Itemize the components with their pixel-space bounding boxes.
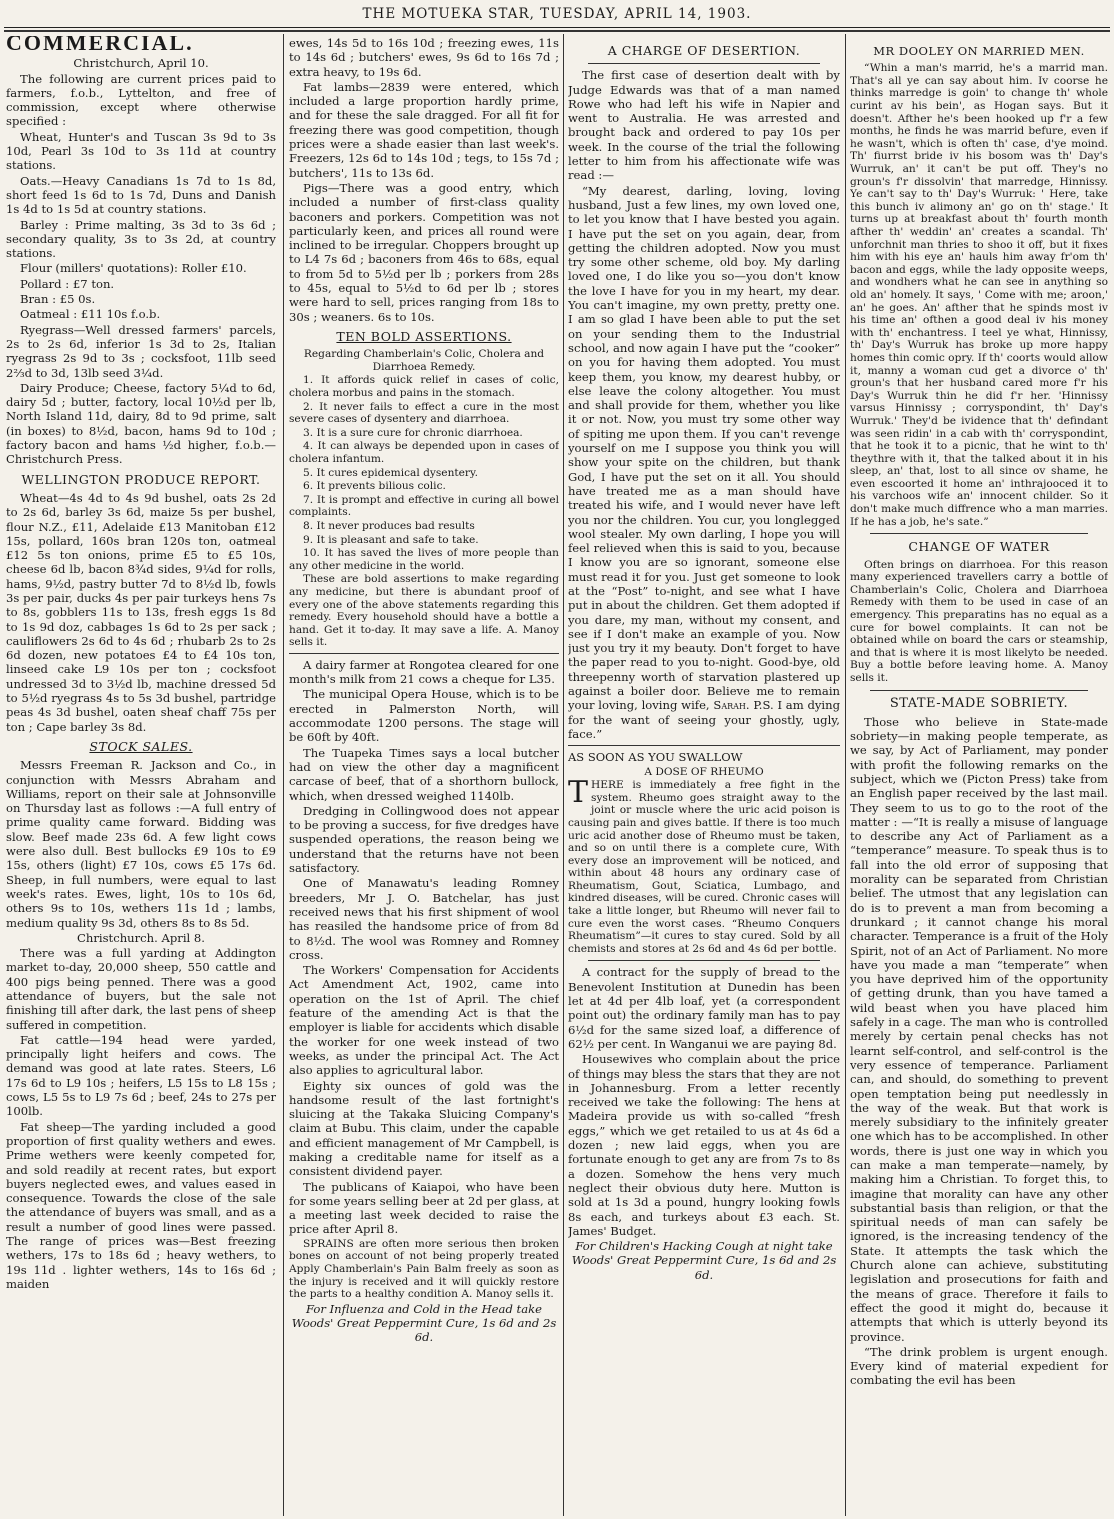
commercial-dateline: Christchurch, April 10. [73,56,209,71]
commercial-paragraph: Oats.—Heavy Canadians 1s 7d to 1s 8d, short feed 1s 6d to 1s 7d, Duns and Danish 1s 4d to 1s 5d at country stations. [6,173,276,217]
assertion-item: 10. It has saved the lives of more people than any other medicine in the world. [289,547,559,572]
column-divider [845,34,846,1516]
letter-postscript: P.S. I am dying for the want of seeing your ghostly, ugly, face.” [568,698,840,741]
column-divider [283,34,284,1516]
commercial-heading: COMMERCIAL. [6,36,194,55]
commercial-paragraph: Oatmeal : £11 10s f.o.b. [20,307,161,322]
stock-paragraph: Fat lambs—2839 were entered, which included a large proportion hardly prime, and for these the sale dragged. For all fit for freezing there was good competition, though prices were a shade easier than last week's. Freezers, 12s 6d to 14s 10d ; tegs, to 15s 7d ; butchers', 11s to 13s 6d. [289,79,559,180]
assertion-item: 4. It can always be depended upon in cases of cholera infantum. [289,440,559,465]
stock-paragraph: There was a full yarding at Addington market to-day, 20,000 sheep, 550 cattle and 400 pigs being penned. There was a good attendance of buyers, but the sale not finishing till after dark, the last pens of sheep suffered in competition. [6,946,276,1032]
masthead: THE MOTUEKA STAR, TUESDAY, APRIL 14, 1903. [362,6,752,22]
influenza-ad: For Influenza and Cold in the Head take Woods' Great Peppermint Cure, 1s 6d and 2s 6d. [291,1301,557,1345]
sobriety-paragraph: Those who believe in State-made sobriety—in making people temperate, as we say, by Act of Parliament, may ponder with profit the following remarks on the subject, which we (Picton Press) take from an English paper received by the last mail. They seem to us to go to the root of the matter : —“It is really a misuse of language to describe any Act of Parliament as a “temperance” measure. To speak thus is to fall into the old error of supposing that morality can be separated from Christian belief. The utmost that any legislation can do is to prevent a man from becoming a drunkard ; it cannot change his moral character. Temperance is a fruit of the Holy Spirit, not of an Act of Parliament. No more have you made a man “temperate” when you have deprived him of the opportunity of getting drunk, than you have tamed a wild beast when you have placed him safely in a cage. The man who is controlled merely by certain penal checks has not learnt self-control, and self-control is the very essence of temperance. Parliament can, and should, do something to prevent open temptation being put needlessly in the way of the weak. But that work is merely subsidiary to the infinitely greater one which has to be accomplished. In other words, there is just one way in which you can make a man temperate—namely, by making him a Christian. To forget this, to imagine that morality can have any other substantial basis than religion, or that the spiritual needs of man can safely be ignored, is the increasing tendency of the State. It attempts the task which the Church alone can achieve, substituting legislation and prosecutions for faith and the means of grace. Therefore it fails to effect the good it might do, because it attempts that which is utterly beyond its province. [850,714,1108,1344]
water-text: Often brings on diarrhoea. For this reason many experienced travellers carry a bottle of Chamberlain's Colic, Cholera and Diarrhoea Remedy with them to be used in case of an emergency. This preparatins has no equal as a cure for bowel complaints. It can not be obtained while on board the cars or steamship, and that is where it is most likelyto be needed. Buy a bottle before leaving home. A. Manoy sells it. [850,558,1108,684]
assertion-item: 1. It affords quick relief in cases of colic, cholera morbus and pains in the stomach. [289,374,559,400]
section-divider [870,533,1088,534]
assertion-item: 6. It prevents bilious colic. [303,480,446,493]
letter-signature: Sarah. [713,698,750,713]
dooley-text: “Whin a man's marrid, he's a marrid man. That's all ye can say about him. Iv coorse he thinks marredge is goin' to change th' whole curint av his bein', as Hogan says. But it doesn't. Afther he's been hooked up f'r a few months, he finds he was marrid befure, even if he wasn't, which is often th' case, d'ye moind. Th' fiurrst bride iv his bosom was th' Day's Wurruk, an' it can't be put off. They's no groun's f'r dissolvin' that marredge, Hinnissy. Ye can't say to th' Day's Wurruk: ' Here, take this bunch iv alimony an' go on th' stage.' It turns up at breakfast about th' fourth month afther th' weddin' an' creates a scandal. Th' unforchnit man thries to shoo it off, but it fixes him with his eye an' hauls him away fr'om th' bacon and eggs, while the lady opposite weeps, and wondhers what he can see in anything so old an' homely. It says, ' Come with me; aroon,' an' he goes. An' afther that he spinds most iv his time an' ofthen a good deal iv his money with th' enchantress. I teel ye what, Hinnissy, th' Day's Wurruk has broke up more happy homes thin comic opry. If th' coorts would allow it, manny a woman cud get a divorce o' th' groun's that her husband cared more f'r his Day's Wurruk thin he did f'r her. 'Hinnissy varsus Hinnissy ; corryspondint, th' Day's Wurruk.' They'd be ividence that th' defindant was seen ridin' in a cab with th' corryspondint, that he took it to a picnic, that he wint to th' theythre with it, that the talked about it in his sleep, an' that, lost to all since ov shame, he even escoorted it home an' inthrajooced it to his varchoos wife an' innocent childer. So it don't make much diffrence who a man marries. If he has a job, he's sate.” [850,62,1108,528]
assertion-closing: These are bold assertions to make regarding any medicine, but there is abundant proof of every one of the above statements regarding this remedy. Every household should have a bottle a hand. Get it to-day. It may save a life. A. Manoy sells it. [289,573,559,649]
assertion-item: 7. It is prompt and effective in curing all bowel complaints. [289,493,559,519]
commercial-paragraph: Bran : £5 0s. [20,292,96,307]
news-item: A dairy farmer at Rongotea cleared for one month's milk from 21 cows a cheque for L35. [289,657,559,687]
news-item: The Tuapeka Times says a local butcher had on view the other day a magnificent carcase of beef, that of a shorthorn bullock, which, when dressed weighed 1140lb. [289,745,559,803]
sprains-ad: SPRAINS are often more serious then broken bones on account of not being properly treated Apply Chamberlain's Pain Balm freely as soon as the injury is received and it will quickly restore the parts to a healthy condition A. Manoy sells it. [289,1237,559,1301]
column-4 [850,36,1108,1516]
desertion-paragraph: The first case of desertion dealt with by Judge Edwards was that of a man named Rowe who had left his wife in Napier and went to Australia. He was arrested and brought back and ordered to pay 10s per week. In the course of the trial the following letter to him from his affectionate wife was read :— [568,68,840,183]
news-item: Eighty six ounces of gold was the handsome result of the last fortnight's sluicing at the Takaka Sluicing Company's claim at Bubu. This claim, under the capable and efficient management of Mr Campbell, is making a creditable name for itself as a consistent dividend payer. [289,1078,559,1179]
section-divider [870,690,1088,691]
rheumo-heading: AS SOON AS YOU SWALLOW [568,750,743,765]
water-heading: CHANGE OF WATER [908,539,1050,555]
stock-continued: ewes, 14s 5d to 16s 10d ; freezing ewes, 11s to 14s 6d ; butchers' ewes, 9s 6d to 16s 7d ; extra heavy, to 19s 6d. [289,36,559,79]
news-item: The municipal Opera House, which is to be erected in Palmerston North, will accommodate 1200 persons. The stage will be 60ft by 40ft. [289,687,559,745]
section-divider [568,745,840,746]
commercial-paragraph: Barley : Prime malting, 3s 3d to 3s 6d ; secondary quality, 3s to 3s 2d, at country stations. [6,217,276,261]
column-divider [563,34,564,1516]
assertion-item: 9. It is pleasant and safe to take. [303,533,479,546]
stock-paragraph: Pigs—There was a good entry, which included a number of first-class quality baconers and porkers. Competition was not particularly keen, and prices all round were inclined to be irregular. Choppers brought up to L4 7s 6d ; baconers from 46s to 68s, equal to from 5d to 5½d per lb ; porkers from 28s to 45s, equal to 5½d to 6d per lb ; stores were hard to sell, prices ranging from 18s to 30s ; weaners. 6s to 10s. [289,180,559,324]
column-3 [568,36,840,1516]
ten-assertions-heading: TEN BOLD ASSERTIONS. [336,328,512,344]
desertion-letter [568,184,840,742]
assertion-item: 5. It cures epidemical dysentery. [303,466,478,479]
assertion-item: 3. It is a sure cure for chronic diarrhoea. [303,426,523,439]
stock-dateline: Christchurch. April 8. [77,930,205,945]
commercial-paragraph: Ryegrass—Well dressed farmers' parcels, 2s to 2s 6d, inferior 1s 3d to 2s, Italian ryegrass 2s 9d to 3s ; cocksfoot, 11lb seed 2⅔d to 3d, 13lb seed 3¼d. [6,322,276,380]
rheumo-subheading: A DOSE OF RHEUMO [644,765,764,778]
bread-paragraph: Housewives who complain about the price of things may bless the stars that they are not in Johannesburg. From a letter recently received we take the following: The hens at Madeira provide us with so-called “fresh eggs,” which we get retailed to us at 4s 6d a dozen ; new laid eggs, when you are fortunate enough to get any are from 7s to 8s a dozen. Somehow the hens very much neglect their obvious duty here. Mutton is sold at 1s 3d a pound, hungry looking fowls 8s each, and turkeys about £3 each. St. James' Budget. [568,1052,840,1238]
column-1 [6,36,276,1516]
wellington-text: Wheat—4s 4d to 4s 9d bushel, oats 2s 2d to 2s 6d, barley 3s 6d, maize 5s per bushel, flour N.Z., £11, Adelaide £13 Manitoban £12 15s, pollard, 160s bran 120s ton, oatmeal £12 5s ton onions, prime £5 to £5 10s, cheese 6d lb, bacon 8¾d sides, 9¼d for rolls, hams, 9½d, pastry butter 7d to 8½d lb, fowls 3s per pair, ducks 4s per pair turkeys hens 7s to 8s, gobblers 11s to 13s, fresh eggs 1s 8d to 1s 9d doz, cabbages 1s 6d to 2s per sack ; cauliflowers 2s 6d to 4s 6d ; rhubarb 2s to 2s 6d dozen, new potatoes £4 to £4 10s ton, linseed cake L9 10s per ton ; cocksfoot undressed 3d to 3½d lb, machine dressed 5d to 5½d ryegrass 4s to 5s 3d bushel, partridge peas 4s 3d bushel, oaten sheaf chaff 75s per ton ; Cape barley 3s 8d. [6,490,276,734]
rheumo-text: HERE is immediately a free fight in the system. Rheumo goes straight away to the joint or muscle where the uric acid poison is causing pain and gives battle. If there is too much uric acid another dose of Rheumo must be taken, and so on until there is a complete cure, With every dose an improvement will be noticed, and within about 48 hours any ordinary case of Rheumatism, Gout, Sciatica, Lumbago, and kindred diseases, will be cured. Chronic cases will take a little longer, but Rheumo will never fail to cure even the worst cases. “Rheumo Conquers Rheumatism”—it cures to stay cured. Sold by all chemists and stores at 2s 6d and 4s 6d per bottle. [568,779,840,955]
commercial-paragraph: Dairy Produce; Cheese, factory 5¼d to 6d, dairy 5d ; butter, factory, local 10½d per lb, North Island 11d, dairy, 8d to 9d prime, salt (in boxes) to 8½d, bacon, hams 9d to 10d ; factory bacon and hams ½d higher, f.o.b.—Christchurch Press. [6,380,276,467]
bread-paragraph: A contract for the supply of bread to the Benevolent Institution at Dunedin has been let at 4d per 4lb loaf, yet (a correspondent point out) the ordinary family man has to pay 6½d for the same sized loaf, a difference of 62½ per cent. In Wanganui we are paying 8d. [568,965,840,1051]
stock-paragraph: Fat cattle—194 head were yarded, principally light heifers and cows. The demand was good at late rates. Steers, L6 17s 6d to L9 10s ; heifers, L5 15s to L8 15s ; cows, L5 5s to L9 7s 6d ; beef, 24s to 27s per 100lb. [6,1032,276,1119]
news-item: The Workers' Compensation for Accidents Act Amendment Act, 1902, came into operation on the 1st of April. The chief feature of the amending Act is that the employer is liable for accidents which disable the worker for one week instead of two weeks, as under the principal Act. The Act also applies to agricultural labor. [289,963,559,1078]
rheumo-ad [568,775,840,955]
masthead-rule [4,27,1110,28]
masthead-rule-double [4,30,1110,32]
cough-ad: For Children's Hacking Cough at night take Woods' Great Peppermint Cure, 1s 6d and 2s 6d. [571,1239,837,1282]
news-item: One of Manawatu's leading Romney breeders, Mr J. O. Batchelar, has just received news that his first shipment of wool has reasiled the handsome price of from 8d to 8½d. The wool was Romney and Romney cross. [289,876,559,962]
desertion-heading: A CHARGE OF DESERTION. [607,43,801,58]
sobriety-heading: STATE-MADE SOBRIETY. [889,695,1069,711]
stock-sales-heading: STOCK SALES. [89,738,193,754]
section-divider [588,63,820,64]
commercial-paragraph: Flour (millers' quotations): Roller £10. [20,261,247,276]
assertion-item: 8. It never produces bad results [303,519,475,532]
news-item: The publicans of Kaiapoi, who have been for some years selling beer at 2d per glass, at a meeting last week decided to raise the price after April 8. [289,1179,559,1237]
dooley-heading: MR DOOLEY ON MARRIED MEN. [873,44,1085,58]
section-divider [289,653,559,654]
news-item: Dredging in Collingwood does not appear to be proving a success, for five dredges have suspended operations, the reason being we understand that the returns have not been satisfactory. [289,803,559,876]
sobriety-paragraph: “The drink problem is urgent enough. Every kind of material expedient for combating the evil has been [850,1344,1108,1388]
wellington-heading: WELLINGTON PRODUCE REPORT. [21,471,261,487]
commercial-paragraph: Pollard : £7 ton. [20,276,115,291]
commercial-paragraph: The following are current prices paid to farmers, f.o.b., Lyttelton, and free of commission, except where otherwise specified : [6,71,276,129]
commercial-paragraph: Wheat, Hunter's and Tuscan 3s 9d to 3s 10d, Pearl 3s 10d to 3s 11d at country stations. [6,129,276,173]
stock-paragraph: Messrs Freeman R. Jackson and Co., in conjunction with Messrs Abraham and Williams, report on their sale at Johnsonville on Thursday last as follows :—A full entry of prime quality came forward. Bidding was slow. Beef made 23s 6d. A few light cows were also dull. Best bullocks £9 10s to £9 15s, others (light) £7 10s, cows £5 17s 6d. Sheep, in full numbers, were equal to last week's rates. Ewes, light, 10s to 10s 6d, others 9s to 10s, wethers 11s 1d ; lambs, medium quality 9s 3d, others 8s to 8s 5d. [6,758,276,930]
letter-body: “My dearest, darling, loving, loving husband, Just a few lines, my own loved one, to let you know that I have bested you again. I have put the set on you again, dear, from getting the children adopted. Now you must try some other scheme, old boy. My darling loved one, I do like you so—you don't know the love I have for you in my heart, my dear. You can't imagine, my own pretty, pretty one. I am so glad I have been able to put the set on your sending them to the Industrial school, and now again I have put the “cooker” on you for having them adopted. You must keep them, you know, my dearest hubby, or else leave the colony altogether. You must and shall provide for them, whether you like it or not. Now, you must try some other way of spiting me upon them. If you can't revenge yourself on me I suppose you think you will show your spite on the children, but thank God, I have put the set on it all. You should have treated me as a man should have treated his wife, and I would never have left you nor the children. You cur, you longlegged wool stealer. My own darling, I hope you will feel relieved when this is said to you, because I know you are so ignorant, someone else must read it for you. Just get someone to look at the “Post” to-night, and see what I have put in about the children. Get them adopted if you dare, my man, without my consent, and see if I don't make an example of you. Now just you try it my beauty. Don't forget to have the paper read to you to-night. Good-bye, old threepenny worth of starvation plastered up against a boiler door. Believe me to remain your loving, loving wife, [568,183,840,713]
section-divider [588,960,820,961]
stock-paragraph: Fat sheep—The yarding included a good proportion of first quality wethers and ewes. Prime wethers were keenly competed for, and sold readily at recent rates, but export buyers neglected ewes, and values eased in consequence. Towards the close of the sale the attendance of buyers was small, and as a result a number of good lines were passed. The range of prices was—Best freezing wethers, 17s to 18s 6d ; heavy wethers, to 19s 11d . lighter wethers, 14s to 16s 6d ; maiden [6,1119,276,1291]
ten-assertions-subheading: Regarding Chamberlain's Colic, Cholera and Diarrhoea Remedy. [303,348,545,373]
column-2 [289,36,559,1516]
assertion-item: 2. It never fails to effect a cure in the most severe cases of dysentery and diarrhoea. [289,400,559,426]
drop-cap: T [568,775,589,811]
